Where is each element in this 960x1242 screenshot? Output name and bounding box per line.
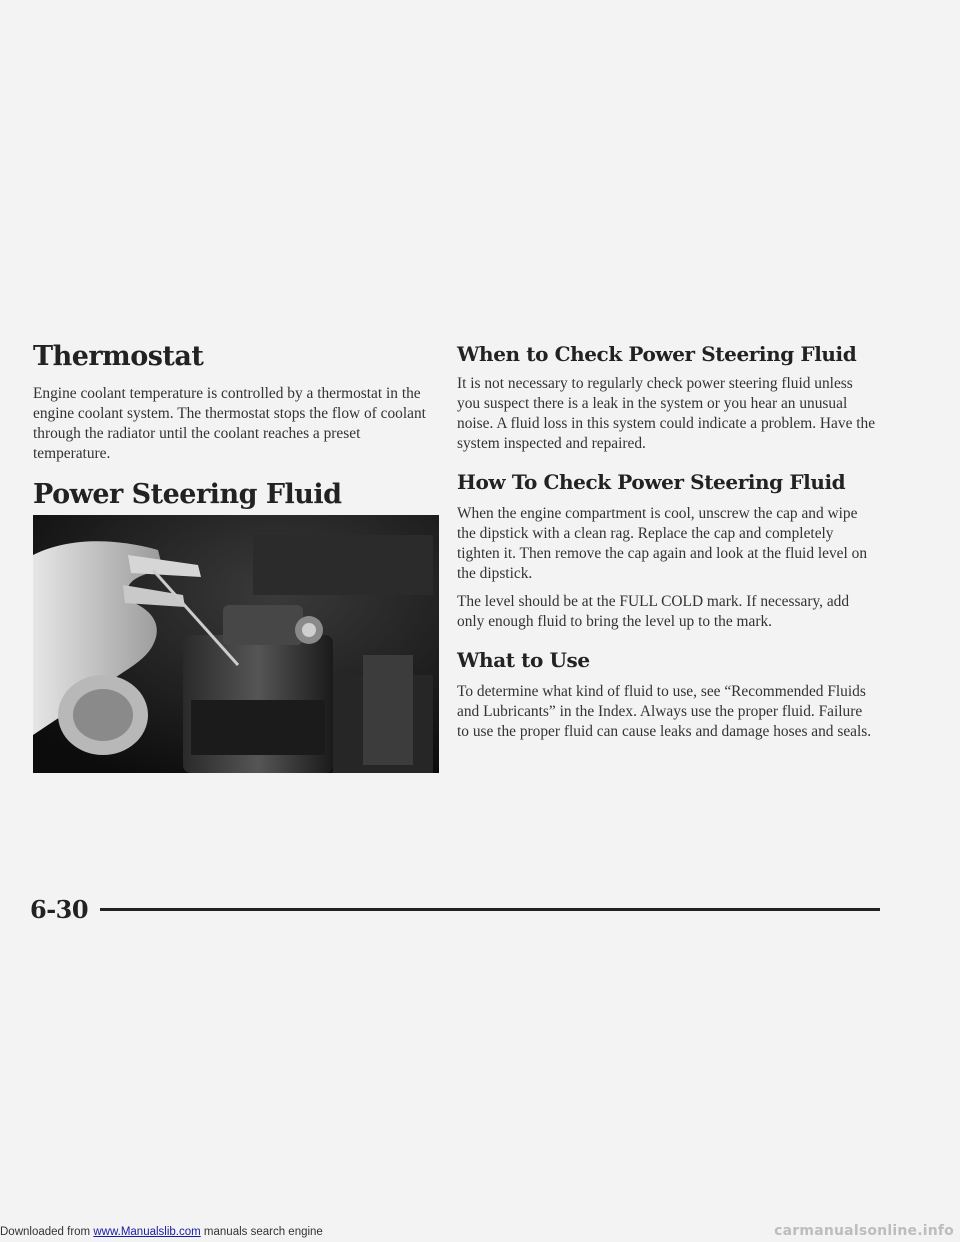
footer-rule (100, 908, 880, 911)
right-column (457, 340, 877, 742)
page-number: 6-30 (30, 895, 89, 924)
when-to-check-heading: When to Check Power Steering Fluid (457, 342, 857, 366)
how-to-check-paragraph-2: The level should be at the FULL COLD mark. If necessary, add only enough fluid to bring the level up to the mark. (457, 593, 850, 630)
power-steering-photo (33, 515, 439, 773)
download-credit-prefix: Downloaded from (0, 1226, 91, 1238)
thermostat-heading: Thermostat (33, 341, 204, 372)
power-steering-heading: Power Steering Fluid (33, 479, 342, 510)
manualslib-link[interactable]: www.Manualslib.com (93, 1226, 201, 1238)
how-to-check-paragraph-1: When the engine compartment is cool, unscrew the cap and wipe the dipstick with a clean rag. Replace the cap and completely tighten it. Then remove the cap again and look at the fluid level on the dipstick. (457, 505, 868, 582)
what-to-use-paragraph: To determine what kind of fluid to use, see “Recommended Fluids and Lubricants” in the Index. Always use the proper fluid. Failure to use the proper fluid can cause leaks and damage hoses and seals. (457, 683, 872, 740)
how-to-check-heading: How To Check Power Steering Fluid (457, 470, 846, 494)
power-steering-reservoir-image (33, 515, 439, 773)
what-to-use-heading: What to Use (457, 648, 590, 672)
download-credit-suffix: manuals search engine (203, 1226, 323, 1238)
download-credit (0, 1226, 323, 1238)
carmanualsonline-watermark: carmanualsonline.info (774, 1223, 954, 1239)
thermostat-paragraph: Engine coolant temperature is controlled by a thermostat in the engine coolant system. The thermostat stops the flow of coolant through the radiator until the coolant reaches a preset temperature. (33, 385, 426, 462)
left-column (33, 340, 435, 512)
when-to-check-paragraph: It is not necessary to regularly check power steering fluid unless you suspect there is a leak in the system or you hear an unusual noise. A fluid loss in this system could indicate a problem. Have the system inspected and repaired. (457, 375, 876, 452)
